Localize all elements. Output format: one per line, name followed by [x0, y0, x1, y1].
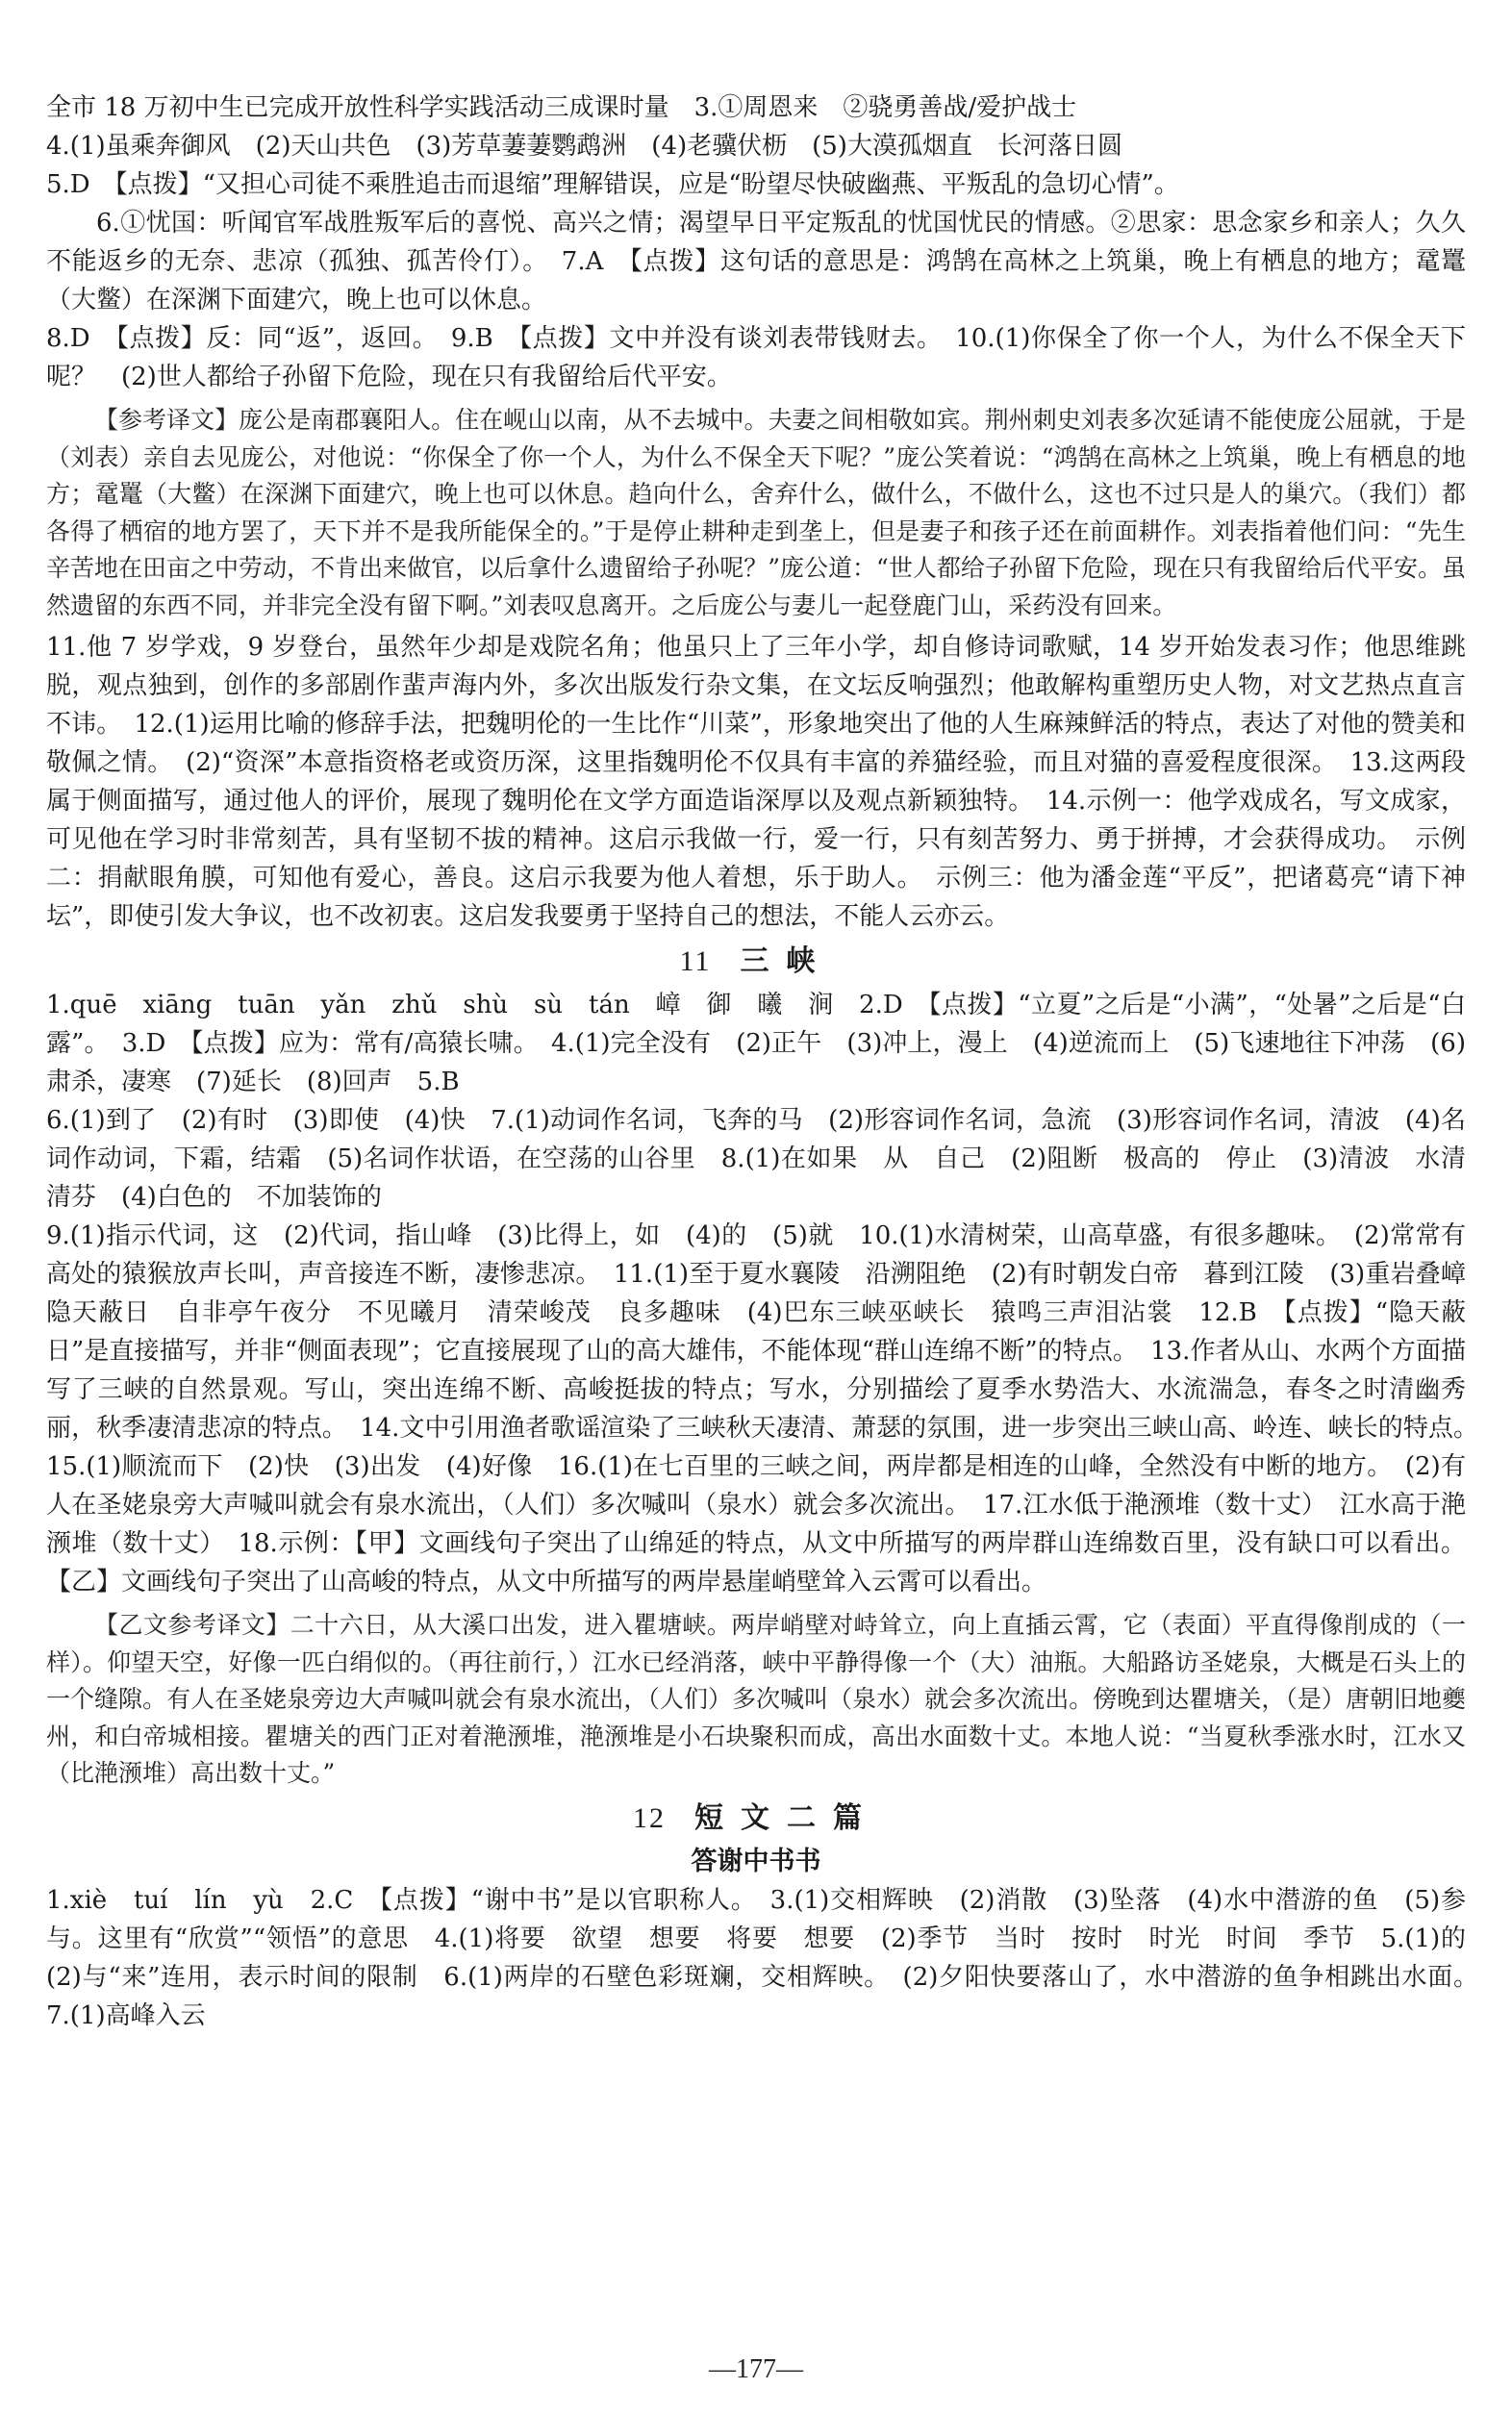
section-number: 12: [633, 1801, 666, 1834]
reference-translation: 【参考译文】庞公是南郡襄阳人。住在岘山以南，从不去城中。夫妻之间相敬如宾。荆州刺史刘表多次延请不能使庞公屈就，于是（刘表）亲自去见庞公，对他说：“你保全了你一个人，为什么不保全天下呢？”庞公笑着说：“鸿鹄在高林之上筑巢，晚上有栖息的地方；鼋鼍（大鳖）在深渊下面建穴，晚上也可以休息。趋向什么，舍弃什么，做什么，不做什么，这也不过只是人的巢穴。（我们）都各得了栖宿的地方罢了，天下并不是我所能保全的。”于是停止耕种走到垄上，但是妻子和孩子还在前面耕作。刘表指着他们问：“先生辛苦地在田亩之中劳动，不肯出来做官，以后拿什么遗留给子孙呢？”庞公道：“世人都给子孙留下危险，现在只有我留给后代平安。虽然遗留的东西不同，并非完全没有留下啊。”刘表叹息离开。之后庞公与妻儿一起登鹿门山，采药没有回来。: [46, 406, 1466, 619]
answer-paragraph: 11.他 7 岁学戏，9 岁登台，虽然年少却是戏院名角；他虽只上了三年小学，却自修诗词歌赋，14 岁开始发表习作；他思维跳脱，观点独到，创作的多部剧作蜚声海内外，多次出版发行杂文集，在文坛反响强烈；他敢解构重塑历史人物，对文艺热点直言不讳。 12.(1)运用比喻的修辞手法，把魏明伦的一生比作“川菜”，形象地突出了他的人生麻辣鲜活的特点，表达了对他的赞美和敬佩之情。 (2)“资深”本意指资格老或资历深，这里指魏明伦不仅具有丰富的养猫经验，而且对猫的喜爱程度很深。 13.这两段属于侧面描写，通过他人的评价，展现了魏明伦在文学方面造诣深厚以及观点新颖独特。 14.示例一：他学戏成名，写文成家，可见他在学习时非常刻苦，具有坚韧不拔的精神。这启示我做一行，爱一行，只有刻苦努力、勇于拼搏，才会获得成功。 示例二：捐献眼角膜，可知他有爱心，善良。这启示我要为他人着想，乐于助人。 示例三：他为潘金莲“平反”，把诸葛亮“请下神坛”，即使引发大争议，也不改初衷。这启发我要勇于坚持自己的想法，不能人云亦云。: [46, 633, 1466, 931]
answer-paragraph: 6.①忧国：听闻官军战胜叛军后的喜悦、高兴之情；渴望早日平定叛乱的忧国忧民的情感。②思家：思念家乡和亲人；久久不能返乡的无奈、悲凉（孤独、孤苦伶仃）。 7.A 【点拨】这句话的意思是：鸿鹄在高林之上筑巢，晚上有栖息的地方；鼋鼍（大鳖）在深渊下面建穴，晚上也可以休息。: [46, 209, 1466, 314]
reference-translation: 【乙文参考译文】二十六日，从大溪口出发，进入瞿塘峡。两岸峭壁对峙耸立，向上直插云霄，它（表面）平直得像削成的（一样）。仰望天空，好像一匹白绢似的。（再往前行，）江水已经消落，峡中平静得像一个（大）油瓶。大船路访圣姥泉，大概是石头上的一个缝隙。有人在圣姥泉旁边大声喊叫就会有泉水流出，（人们）多次喊叫（泉水）就会多次流出。傍晚到达瞿塘关，（是）唐朝旧地夔州，和白帝城相接。瞿塘关的西门正对着滟滪堆，滟滪堆是小石块聚积而成，高出水面数十丈。本地人说：“当夏秋季涨水时，江水又（比滟滪堆）高出数十丈。”: [46, 1611, 1466, 1787]
section-heading: [46, 940, 1466, 984]
answer-paragraph: 1.quē xiāng tuān yǎn zhǔ shù sù tán 嶂 御 曦 涧 2.D 【点拨】“立夏”之后是“小满”，“处暑”之后是“白露”。 3.D 【点拨】应为：常有/高猿长啸。 4.(1)完全没有 (2)正午 (3)冲上，漫上 (4)逆流而上 (5)飞速地往下冲荡 (6)肃杀，凄寒 (7)延长 (8)回声 5.B: [46, 991, 1466, 1096]
section-heading: [46, 1797, 1466, 1841]
answer-paragraph: 8.D 【点拨】反：同“返”，返回。 9.B 【点拨】文中并没有谈刘表带钱财去。 10.(1)你保全了你一个人，为什么不保全天下呢？ (2)世人都给子孙留下危险，现在只有我留给后代平安。: [46, 324, 1466, 391]
answer-paragraph: 5.D 【点拨】“又担心司徒不乘胜追击而退缩”理解错误，应是“盼望尽快破幽燕、平叛乱的急切心情”。: [46, 170, 1179, 199]
answer-paragraph: 1.xiè tuí lín yù 2.C 【点拨】“谢中书”是以官职称人。 3.(1)交相辉映 (2)消散 (3)坠落 (4)水中潜游的鱼 (5)参与。这里有“欣赏”“领悟”的意思 4.(1)将要 欲望 想要 将要 想要 (2)季节 当时 按时 时光 时间 季节 5.(1)的 (2)与“来”连用，表示时间的限制 6.(1)两岸的石壁色彩斑斓，交相辉映。 (2)夕阳快要落山了，水中潜游的鱼争相跳出水面。 7.(1)高峰入云: [46, 1885, 1492, 2030]
answer-paragraph: 9.(1)指示代词，这 (2)代词，指山峰 (3)比得上，如 (4)的 (5)就 10.(1)水清树荣，山高草盛，有很多趣味。 (2)常常有高处的猿猴放声长叫，声音接连不断，凄惨悲凉。 11.(1)至于夏水襄陵 沿溯阻绝 (2)有时朝发白帝 暮到江陵 (3)重岩叠嶂 隐天蔽日 自非亭午夜分 不见曦月 清荣峻茂 良多趣味 (4)巴东三峡巫峡长 猿鸣三声泪沾裳 12.B 【点拨】“隐天蔽日”是直接描写，并非“侧面表现”；它直接展现了山的高大雄伟，不能体现“群山连绵不断”的特点。 13.作者从山、水两个方面描写了三峡的自然景观。写山，突出连绵不断、高峻挺拔的特点；写水，分别描绘了夏季水势浩大、水流湍急，春冬之时清幽秀丽，秋季凄清悲凉的特点。 14.文中引用渔者歌谣渲染了三峡秋天凄清、萧瑟的氛围，进一步突出三峡山高、岭连、峡长的特点。 15.(1)顺流而下 (2)快 (3)出发 (4)好像 16.(1)在七百里的三峡之间，两岸都是相连的山峰，全然没有中断的地方。 (2)有人在圣姥泉旁大声喊叫就会有泉水流出，（人们）多次喊叫（泉水）就会多次流出。 17.江水低于滟滪堆（数十丈） 江水高于滟滪堆（数十丈） 18.示例：【甲】文画线句子突出了山绵延的特点，从文中所描写的两岸群山连绵数百里，没有缺口可以看出。【乙】文画线句子突出了山高峻的特点，从文中所描写的两岸悬崖峭壁耸入云霄可以看出。: [46, 1221, 1492, 1597]
subsection-title: 答谢中书书: [691, 1846, 821, 1876]
answer-paragraph: 全市 18 万初中生已完成开放性科学实践活动三成课时量 3.①周恩来 ②骁勇善战/爱护战士: [46, 93, 1077, 122]
section-title: 短文二篇: [694, 1800, 879, 1835]
answer-paragraph: 6.(1)到了 (2)有时 (3)即使 (4)快 7.(1)动词作名词，飞奔的马 (2)形容词作名词，急流 (3)形容词作名词，清波 (4)名词作动词，下霜，结霜 (5)名词作状语，在空荡的山谷里 8.(1)在如果 从 自己 (2)阻断 极高的 停止 (3)清波 水清 清芬 (4)白色的 不加装饰的: [46, 1106, 1492, 1212]
section-title: 三峡: [740, 944, 833, 978]
answer-paragraph: 4.(1)虽乘奔御风 (2)天山共色 (3)芳草萋萋鹦鹉洲 (4)老骥伏枥 (5)大漠孤烟直 长河落日圆: [46, 132, 1122, 161]
section-number: 11: [679, 945, 712, 977]
page-number: —177—: [709, 2354, 803, 2384]
answer-page: [46, 88, 1492, 2035]
